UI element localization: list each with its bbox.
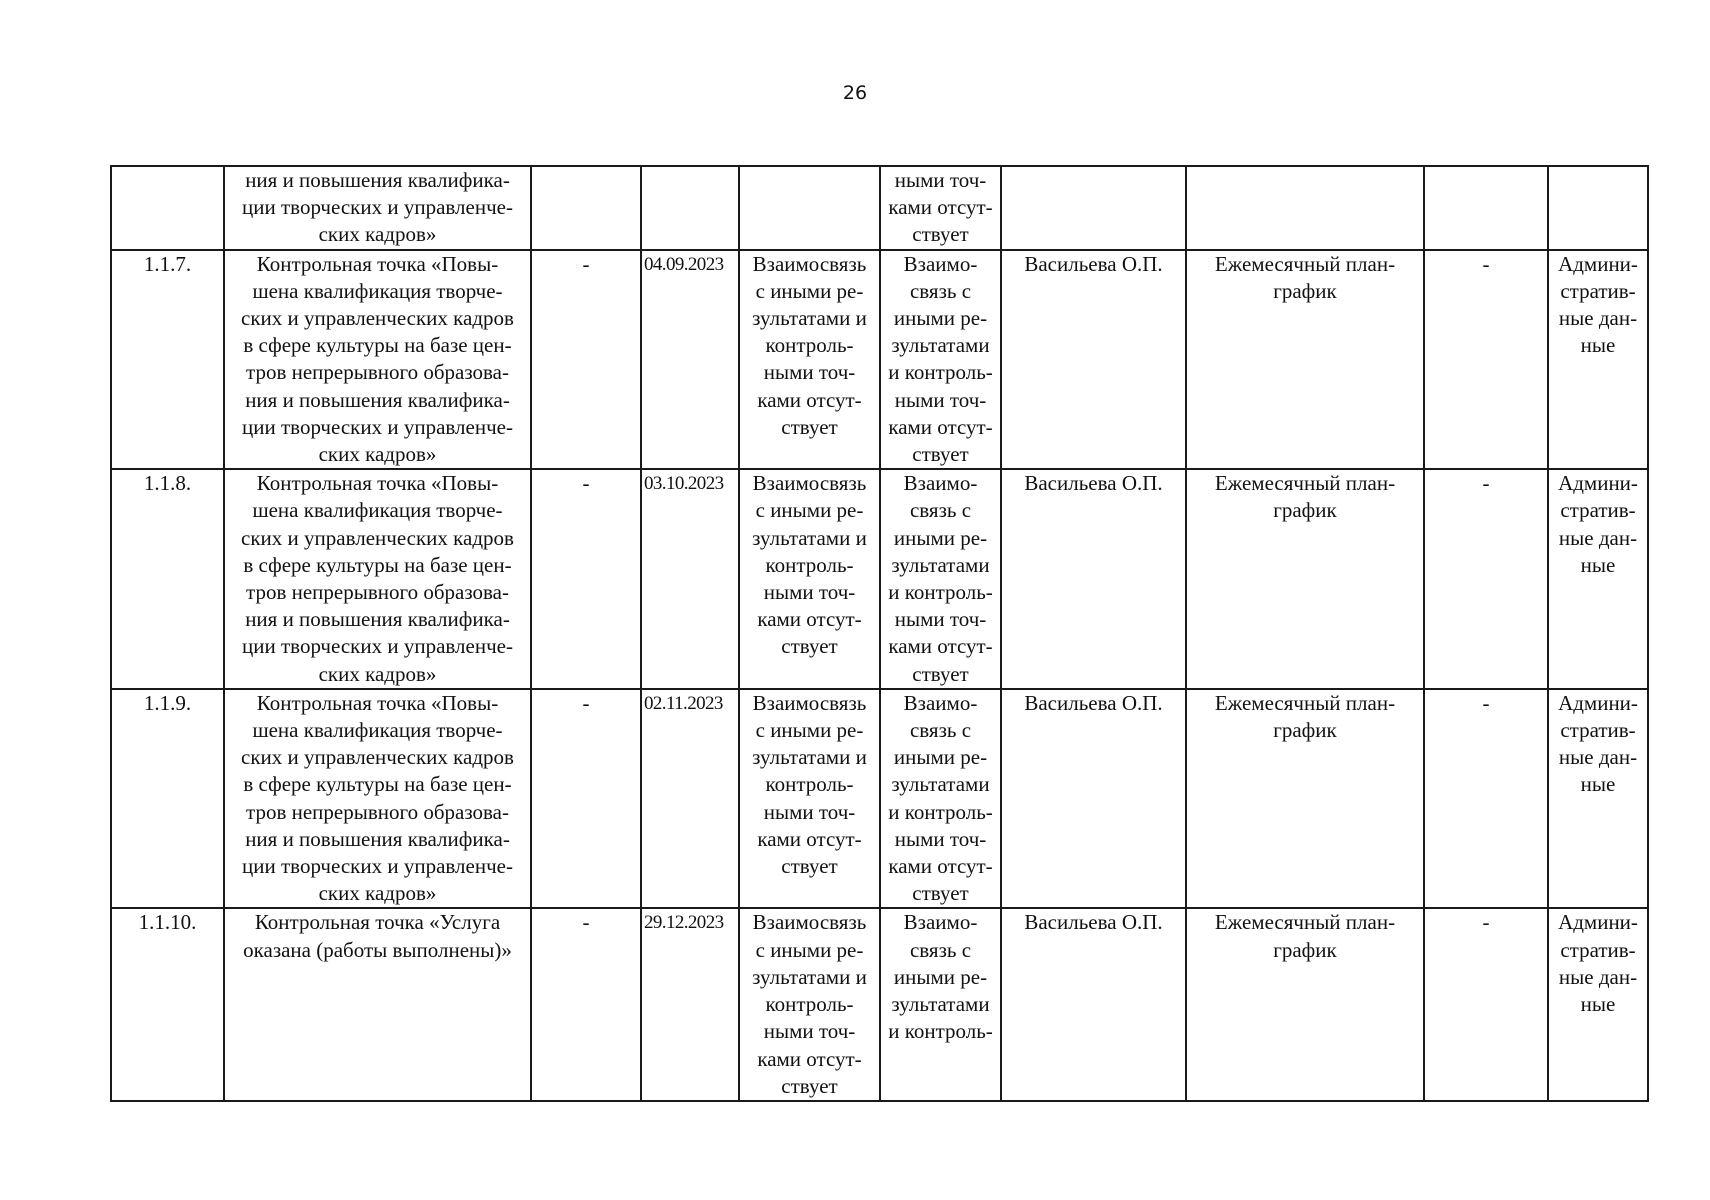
cell-name: [224, 469, 531, 689]
cell-responsible: [1001, 469, 1186, 689]
cell-date: [641, 469, 739, 689]
cell-source: [1548, 908, 1648, 1100]
relation-next: Взаимо- связь с иными ре- зультатами и контроль-: [888, 910, 993, 1044]
cell-relation-next: [880, 166, 1001, 250]
cell-name: [224, 250, 531, 470]
cell-level: [1424, 166, 1548, 250]
information-source: Админи- стратив- ные дан- ные: [1558, 471, 1638, 577]
table-row: [111, 689, 1648, 909]
cell-source: [1548, 166, 1648, 250]
cell-responsible: [1001, 689, 1186, 909]
control-point-name: ния и повышения квалифика- ции творческих и управленче- ских кадров»: [242, 168, 513, 247]
cell-relation-previous: [739, 908, 880, 1100]
cell-date: [641, 689, 739, 909]
relation-next: Взаимо- связь с иными ре- зультатами и контроль- ными точ- ками отсут- ствует: [888, 690, 993, 906]
table-row: [111, 469, 1648, 689]
cell-date: [641, 166, 739, 250]
relation-previous: Взаимосвязь с иными ре- зультатами и контроль- ными точ- ками отсут- ствует: [752, 910, 867, 1098]
cell-source: [1548, 469, 1648, 689]
start-value: -: [582, 471, 590, 496]
information-source: Админи- стратив- ные дан- ные: [1558, 910, 1638, 1017]
responsible-person: Васильева О.П.: [1024, 690, 1163, 715]
row-number: 1.1.8.: [143, 471, 192, 496]
control-point-name: Контрольная точка «Услуга оказана (работы выполнены)»: [243, 910, 512, 962]
cell-level: [1424, 469, 1548, 689]
document-type: Ежемесячный план- график: [1214, 251, 1396, 303]
cell-start: [531, 469, 641, 689]
document-type: Ежемесячный план- график: [1214, 471, 1396, 523]
table-row: [111, 250, 1648, 470]
responsible-person: Васильева О.П.: [1024, 471, 1163, 496]
table-row: [111, 166, 1648, 250]
cell-date: [641, 908, 739, 1100]
relation-next: Взаимо- связь с иными ре- зультатами и контроль- ными точ- ками отсут- ствует: [888, 471, 993, 686]
cell-relation-next: [880, 469, 1001, 689]
control-point-name: Контрольная точка «Повы- шена квалификация творче- ских и управленческих кадров в сфере культуры на базе цен- тров непрерывного образова- ния и повышения квалифика- ции творческих и управленче- ских кадров»: [241, 251, 514, 467]
document-type: Ежемесячный план- график: [1214, 690, 1396, 743]
cell-level: [1424, 250, 1548, 470]
cell-number: [111, 250, 224, 470]
control-points-table: [110, 165, 1649, 1102]
information-source: Админи- стратив- ные дан- ные: [1558, 690, 1638, 797]
start-value: -: [582, 690, 590, 715]
level-value: -: [1482, 251, 1490, 276]
cell-level: [1424, 908, 1548, 1100]
cell-document: [1186, 908, 1424, 1100]
responsible-person: Васильева О.П.: [1024, 251, 1163, 276]
relation-previous: Взаимосвязь с иными ре- зультатами и контроль- ными точ- ками отсут- ствует: [752, 690, 867, 879]
cell-responsible: [1001, 250, 1186, 470]
cell-relation-next: [880, 908, 1001, 1100]
cell-start: [531, 908, 641, 1100]
relation-next: ными точ- ками отсут- ствует: [888, 168, 993, 247]
responsible-person: Васильева О.П.: [1024, 910, 1163, 935]
cell-responsible: [1001, 908, 1186, 1100]
information-source: Админи- стратив- ные дан- ные: [1558, 251, 1638, 358]
cell-number: [111, 469, 224, 689]
cell-start: [531, 166, 641, 250]
cell-start: [531, 250, 641, 470]
cell-level: [1424, 689, 1548, 909]
relation-next: Взаимо- связь с иными ре- зультатами и контроль- ными точ- ками отсут- ствует: [888, 251, 993, 467]
cell-number: [111, 166, 224, 250]
level-value: -: [1482, 910, 1490, 935]
cell-source: [1548, 689, 1648, 909]
cell-relation-previous: [739, 250, 880, 470]
cell-source: [1548, 250, 1648, 470]
page-number: 26: [842, 82, 868, 104]
control-point-name: Контрольная точка «Повы- шена квалификация творче- ских и управленческих кадров в сфере культуры на базе цен- тров непрерывного образова- ния и повышения квалифика- ции творческих и управленче- ских кадров»: [241, 690, 514, 906]
table-row: [111, 908, 1648, 1100]
due-date: 03.10.2023: [644, 473, 724, 495]
level-value: -: [1482, 690, 1490, 715]
cell-relation-next: [880, 250, 1001, 470]
cell-name: [224, 689, 531, 909]
start-value: -: [582, 910, 590, 935]
cell-document: [1186, 166, 1424, 250]
control-point-name: Контрольная точка «Повы- шена квалификация творче- ских и управленческих кадров в сфере культуры на базе цен- тров непрерывного образова- ния и повышения квалифика- ции творческих и управленче- ских кадров»: [241, 471, 514, 686]
cell-date: [641, 250, 739, 470]
cell-relation-previous: [739, 166, 880, 250]
level-value: -: [1482, 471, 1490, 496]
due-date: 02.11.2023: [644, 692, 723, 714]
cell-document: [1186, 250, 1424, 470]
cell-document: [1186, 469, 1424, 689]
row-number: 1.1.9.: [143, 690, 192, 715]
cell-start: [531, 689, 641, 909]
relation-previous: Взаимосвязь с иными ре- зультатами и контроль- ными точ- ками отсут- ствует: [752, 471, 867, 659]
cell-relation-previous: [739, 469, 880, 689]
due-date: 29.12.2023: [644, 912, 724, 934]
cell-name: [224, 166, 531, 250]
cell-document: [1186, 689, 1424, 909]
row-number: 1.1.10.: [138, 910, 197, 935]
cell-name: [224, 908, 531, 1100]
cell-relation-previous: [739, 689, 880, 909]
cell-responsible: [1001, 166, 1186, 250]
document-type: Ежемесячный план- график: [1214, 910, 1396, 962]
cell-number: [111, 689, 224, 909]
cell-relation-next: [880, 689, 1001, 909]
due-date: 04.09.2023: [644, 253, 724, 275]
relation-previous: Взаимосвязь с иными ре- зультатами и контроль- ными точ- ками отсут- ствует: [752, 251, 867, 439]
start-value: -: [582, 251, 590, 276]
row-number: 1.1.7.: [143, 251, 192, 276]
cell-number: [111, 908, 224, 1100]
